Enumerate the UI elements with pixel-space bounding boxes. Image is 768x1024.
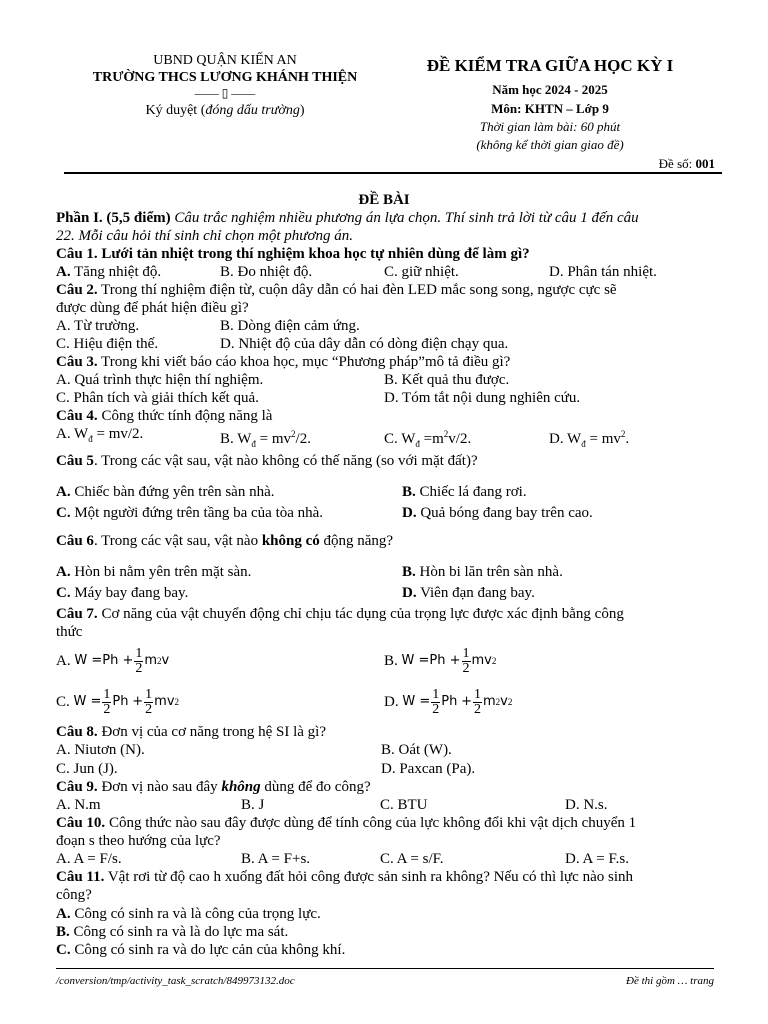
- q3-option-a: A. Quá trình thực hiện thí nghiệm.: [56, 372, 264, 388]
- q1-option-a: A. Tăng nhiệt độ.: [56, 264, 162, 280]
- approval-note: Ký duyệt (đóng dấu trường): [145, 103, 305, 118]
- q10-option-d: D. A = F.s.: [565, 851, 629, 867]
- q6-option-b: B. Hòn bi lăn trên sàn nhà.: [402, 564, 563, 580]
- q7-text: Câu 7. Cơ năng của vật chuyển động chỉ chịu tác dụng của trọng lực được xác định bằng công: [56, 606, 624, 622]
- q8-option-b: B. Oát (W).: [381, 742, 452, 758]
- section-title: ĐỀ BÀI: [358, 192, 410, 208]
- q8-text: Câu 8. Đơn vị của cơ năng trong hệ SI là gì?: [56, 724, 326, 740]
- q11-text: Câu 11. Vật rơi từ độ cao h xuống đất hỏi công được sản sinh ra không? Nếu có thì lực nào sinh: [56, 869, 633, 885]
- q10-option-a: A. A = F/s.: [56, 851, 122, 867]
- q9-option-a: A. N.m: [56, 797, 101, 813]
- q10-text-cont: đoạn s theo hướng của lực?: [56, 833, 221, 849]
- q3-option-b: B. Kết quả thu được.: [384, 372, 510, 388]
- q4-option-c: C. $W_đ =m^2v/2$.: [384, 429, 472, 449]
- q11-option-a: A. Công có sinh ra và là công của trọng lực.: [56, 906, 321, 922]
- q1-option-c: C. giữ nhiệt.: [384, 264, 459, 280]
- q2-option-a: A. Từ trường.: [56, 318, 140, 334]
- q1-text: Câu 1. Lưới tản nhiệt trong thí nghiệm khoa học tự nhiên dùng để làm gì?: [56, 246, 530, 262]
- header-separator: —— ▯ ——: [194, 86, 256, 100]
- q11-text-cont: công?: [56, 887, 92, 903]
- q5-option-a: A. Chiếc bàn đứng yên trên sàn nhà.: [56, 484, 275, 500]
- q2-option-c: C. Hiệu điện thế.: [56, 336, 159, 352]
- q4-option-a: A. $W_đ = mv/2$.: [56, 426, 144, 444]
- time-limit: Thời gian làm bài: 60 phút: [479, 119, 621, 134]
- footer-divider: [56, 968, 714, 969]
- q3-text: Câu 3. Trong khi viết báo cáo khoa học, mục “Phương pháp”mô tả điều gì?: [56, 354, 511, 370]
- q2-option-d: D. Nhiệt độ của dây dẫn có dòng điện chạy qua.: [220, 336, 509, 352]
- q2-text-cont: được dùng để phát hiện điều gì?: [56, 300, 249, 316]
- q3-option-c: C. Phân tích và giải thích kết quả.: [56, 390, 259, 406]
- footer-file-path: /conversion/tmp/activity_task_scratch/849973132.doc: [56, 975, 295, 987]
- q4-option-d: D. $W_đ = mv^2$.: [549, 429, 630, 449]
- q10-option-c: C. A = s/F.: [380, 851, 444, 867]
- q2-text: Câu 2. Trong thí nghiệm điện từ, cuộn dây dẫn có hai đèn LED mắc song song, ngược cực sẽ: [56, 282, 617, 298]
- q5-option-d: D. Quả bóng đang bay trên cao.: [402, 505, 593, 521]
- q4-option-b: B. $W_đ = mv^2/2$.: [220, 429, 311, 449]
- q10-text: Câu 10. Công thức nào sau đây được dùng để tính công của lực không đổi khi vật dịch chuyển 1: [56, 815, 637, 831]
- q11-option-b: B. Công có sinh ra và là do lực ma sát.: [56, 924, 289, 940]
- q9-option-c: C. BTU: [380, 797, 428, 813]
- q11-option-c: C. Công có sinh ra và do lực cản của không khí.: [56, 942, 346, 958]
- q9-option-d: D. N.s.: [565, 797, 608, 813]
- q9-text: Câu 9. Đơn vị nào sau đây không dùng để đo công?: [56, 779, 371, 795]
- q8-option-d: D. Paxcan (Pa).: [381, 761, 476, 777]
- q4-text: Câu 4. Công thức tính động năng là: [56, 408, 273, 424]
- q5-text: Câu 5. Trong các vật sau, vật nào không có thế năng (so với mặt đất)?: [56, 453, 478, 469]
- subject: Môn: KHTN – Lớp 9: [491, 101, 609, 116]
- exam-title: ĐỀ KIỂM TRA GIỮA HỌC KỲ I: [426, 56, 674, 75]
- q6-option-a: A. Hòn bi nằm yên trên mặt sàn.: [56, 564, 252, 580]
- q9-option-b: B. J: [241, 797, 265, 813]
- part1-intro-cont: 22. Mỗi câu hỏi thí sinh chỉ chọn một phương án.: [56, 228, 353, 244]
- q7-text-cont: thức: [56, 624, 83, 640]
- time-note: (không kể thời gian giao đề): [476, 137, 624, 152]
- exam-code: Đề số: 001: [658, 156, 715, 171]
- q7-option-d: D. W = $\frac{1}{2}$ Ph + $\frac{1}{2}$ m 2 v 2: [384, 686, 513, 717]
- q7-option-c: C. W = $\frac{1}{2}$ Ph + $\frac{1}{2}$ mv 2: [56, 686, 180, 717]
- q7-option-b: B. W = Ph + $\frac{1}{2}$ mv 2: [384, 645, 497, 676]
- footer-page-count: Đề thi gồm … trang: [626, 975, 714, 987]
- q6-text: Câu 6. Trong các vật sau, vật nào không có động năng?: [56, 533, 394, 549]
- q8-option-c: C. Jun (J).: [56, 761, 118, 777]
- q6-option-d: D. Viên đạn đang bay.: [402, 585, 535, 601]
- school-year: Năm học 2024 - 2025: [492, 82, 608, 97]
- school-name: TRƯỜNG THCS LƯƠNG KHÁNH THIỆN: [92, 70, 358, 85]
- part1-intro: Phần I. (5,5 điểm) Câu trắc nghiệm nhiều phương án lựa chọn. Thí sinh trả lời từ câu 1 đến câu: [56, 210, 639, 226]
- q8-option-a: A. Niutơn (N).: [56, 742, 145, 758]
- q5-option-b: B. Chiếc lá đang rơi.: [402, 484, 527, 500]
- header-divider: [64, 172, 722, 174]
- q1-option-b: B. Đo nhiệt độ.: [220, 264, 313, 280]
- q2-option-b: B. Dòng điện cảm ứng.: [220, 318, 360, 334]
- q6-option-c: C. Máy bay đang bay.: [56, 585, 189, 601]
- q3-option-d: D. Tóm tắt nội dung nghiên cứu.: [384, 390, 581, 406]
- q7-option-a: A. W = Ph + $\frac{1}{2}$ m 2 v: [56, 645, 170, 676]
- q1-option-d: D. Phân tán nhiệt.: [549, 264, 657, 280]
- q5-option-c: C. Một người đứng trên tầng ba của tòa nhà.: [56, 505, 324, 521]
- q10-option-b: B. A = F+s.: [241, 851, 311, 867]
- authority-name: UBND QUẬN KIẾN AN: [153, 53, 297, 68]
